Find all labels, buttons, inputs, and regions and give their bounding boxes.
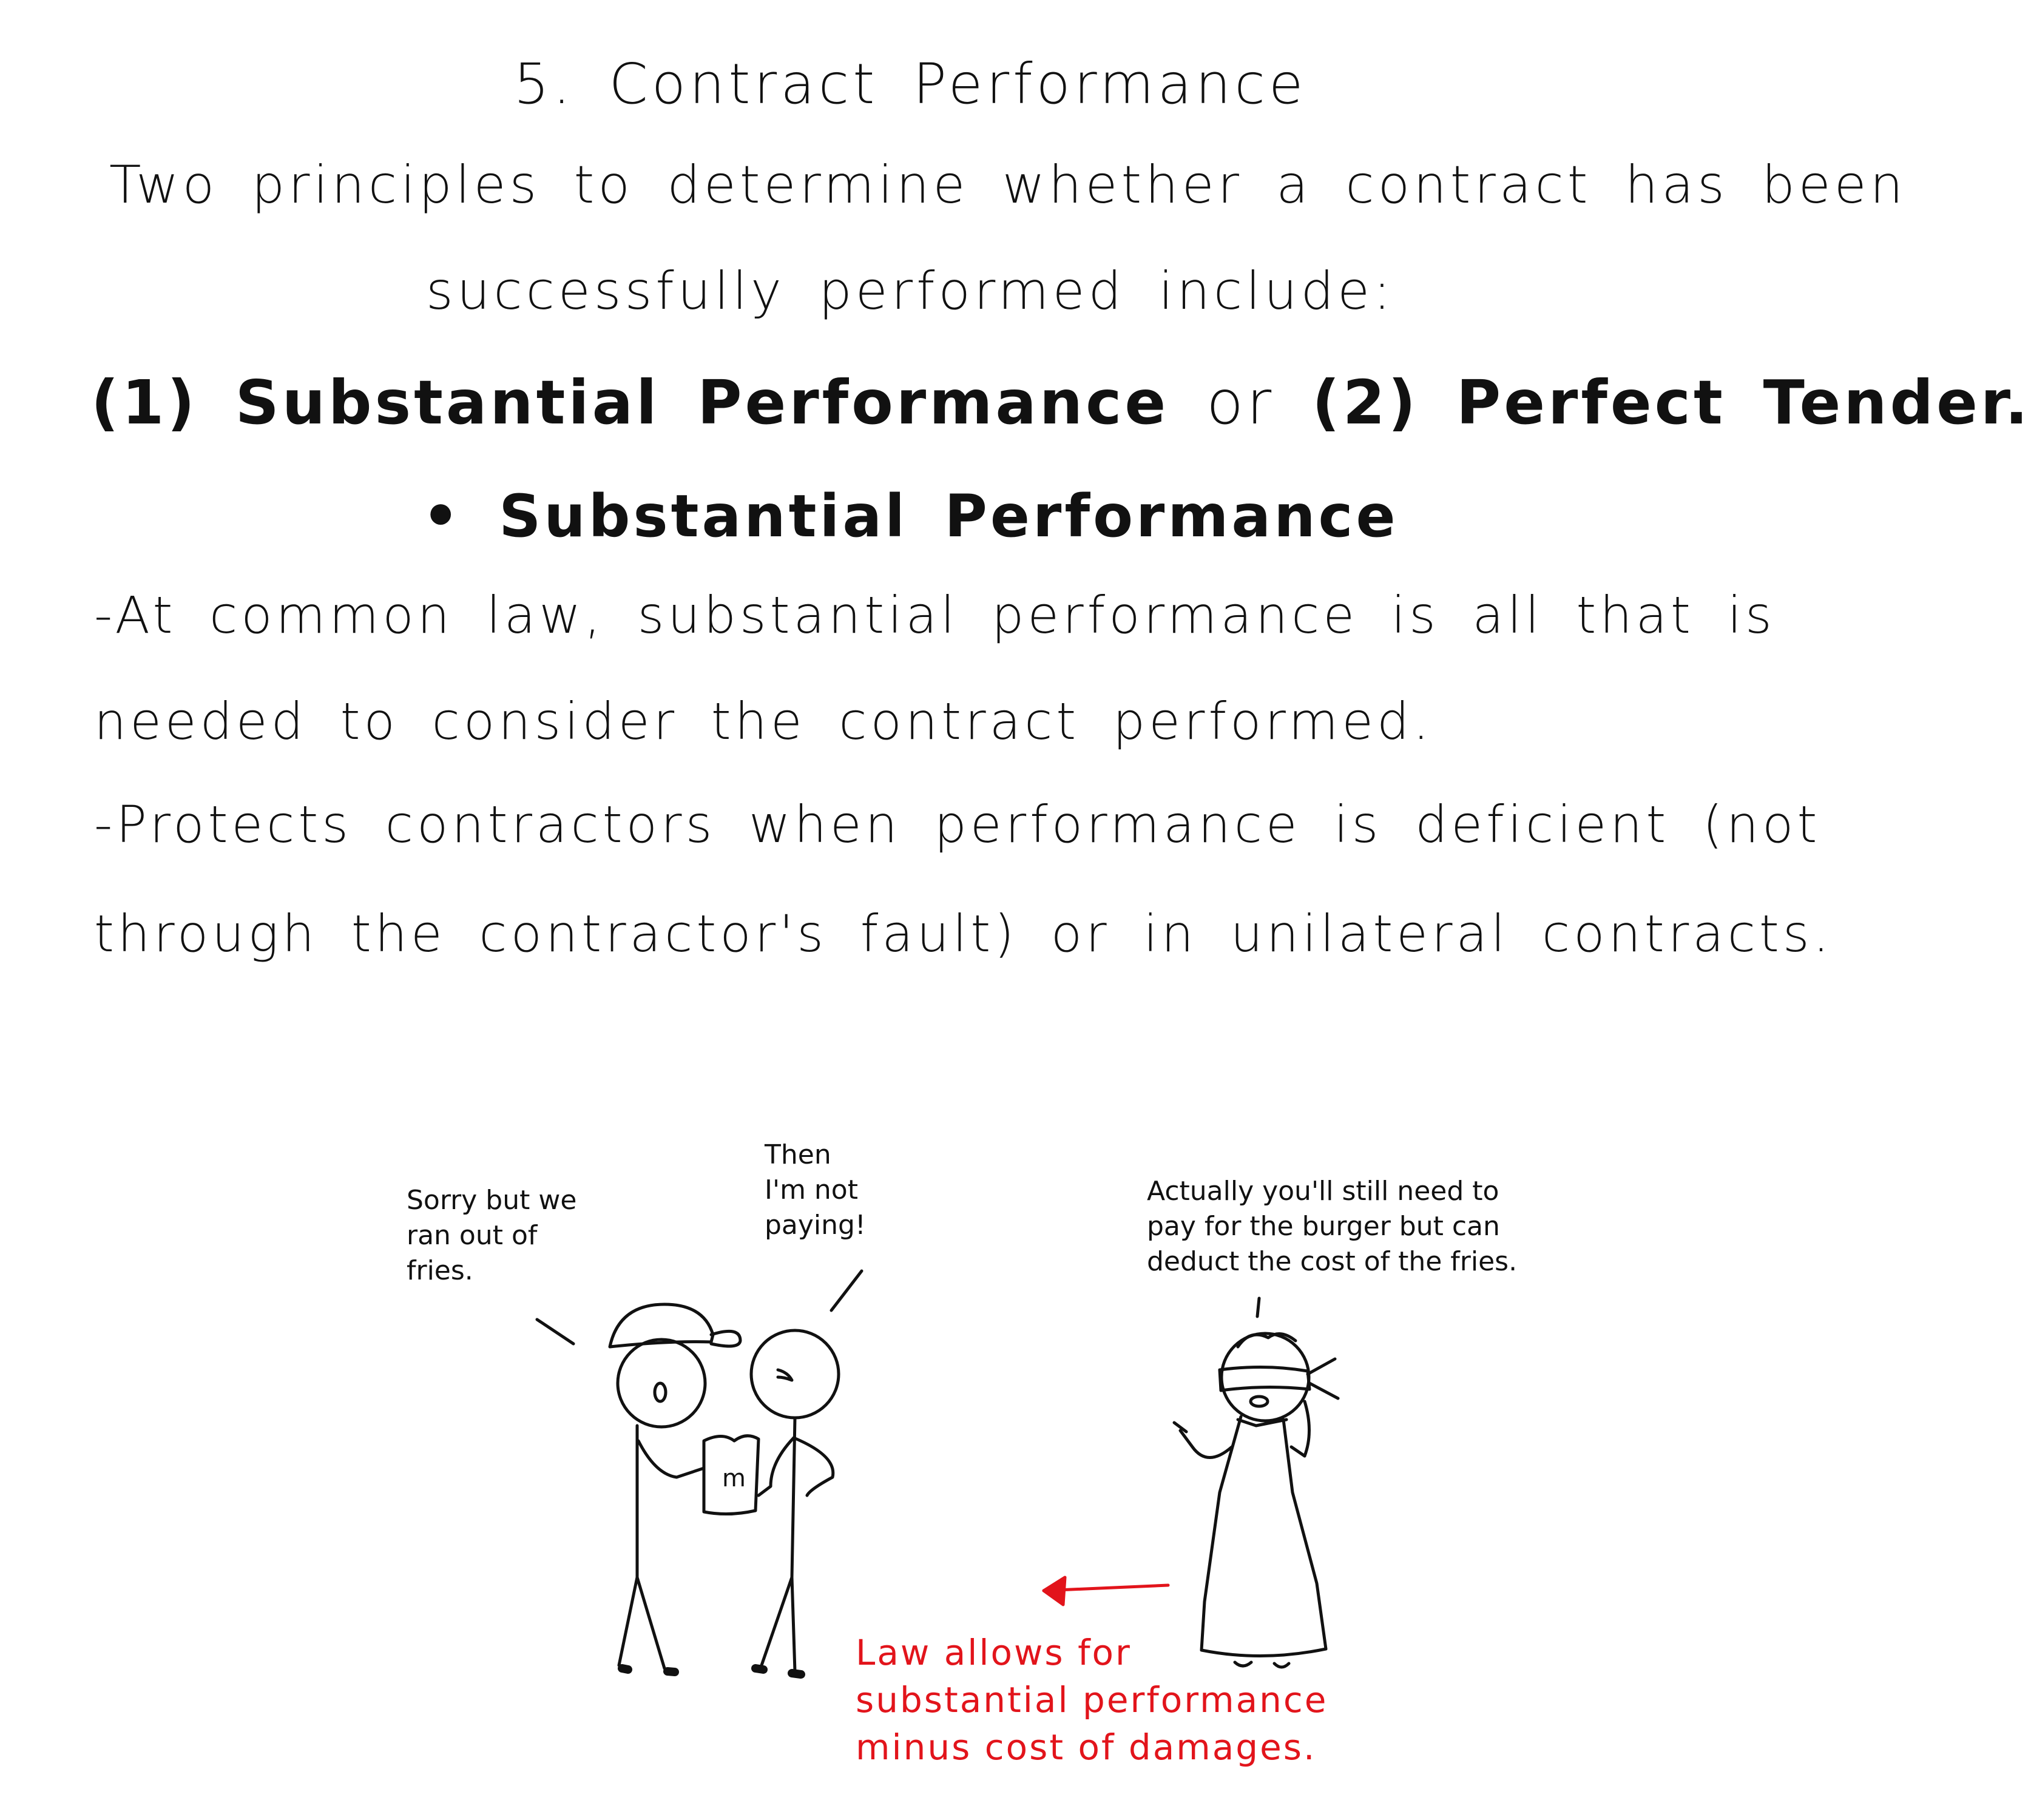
intro-line-2: successfully performed include: — [426, 261, 1394, 322]
red-arrow — [1044, 1577, 1168, 1605]
justice-speech-bubble: Actually you'll still need to pay for the burger but can deduct the cost of the fries. — [1147, 1176, 1518, 1277]
customer-figure — [751, 1330, 839, 1674]
body-line-2: needed to consider the contract performed. — [94, 692, 1433, 751]
justice-speech-tail — [1257, 1298, 1259, 1316]
law-caption: Law allows for substantial performance minus cost of damages. — [856, 1632, 1328, 1768]
principle-perfect-tender: (2) Perfect Tender. — [1312, 367, 2031, 438]
cashier-speech-bubble: Sorry but we ran out of fries. — [407, 1185, 577, 1286]
customer-speech-bubble: Then I'm not paying! — [765, 1139, 866, 1241]
principles-connector: or — [1206, 367, 1275, 438]
lady-justice-figure — [1174, 1333, 1338, 1667]
customer-speech-tail — [831, 1271, 862, 1310]
burger-bag — [704, 1436, 759, 1514]
body-line-4: through the contractor's fault) or in unilateral contracts. — [94, 904, 1833, 963]
cashier-speech-tail — [537, 1320, 573, 1344]
bag-logo: m — [722, 1464, 746, 1492]
intro-line-1: Two principles to determine whether a contract has been — [109, 155, 1907, 215]
cashier-figure — [610, 1304, 740, 1672]
body-line-3: -Protects contractors when performance is deficient (not — [94, 795, 1821, 854]
principle-substantial-performance: (1) Substantial Performance — [91, 367, 1169, 438]
page-title: 5. Contract Performance — [513, 52, 1307, 116]
body-line-1: -At common law, substantial performance is all that is — [94, 585, 1776, 645]
section-heading: • Substantial Performance — [422, 482, 1399, 550]
